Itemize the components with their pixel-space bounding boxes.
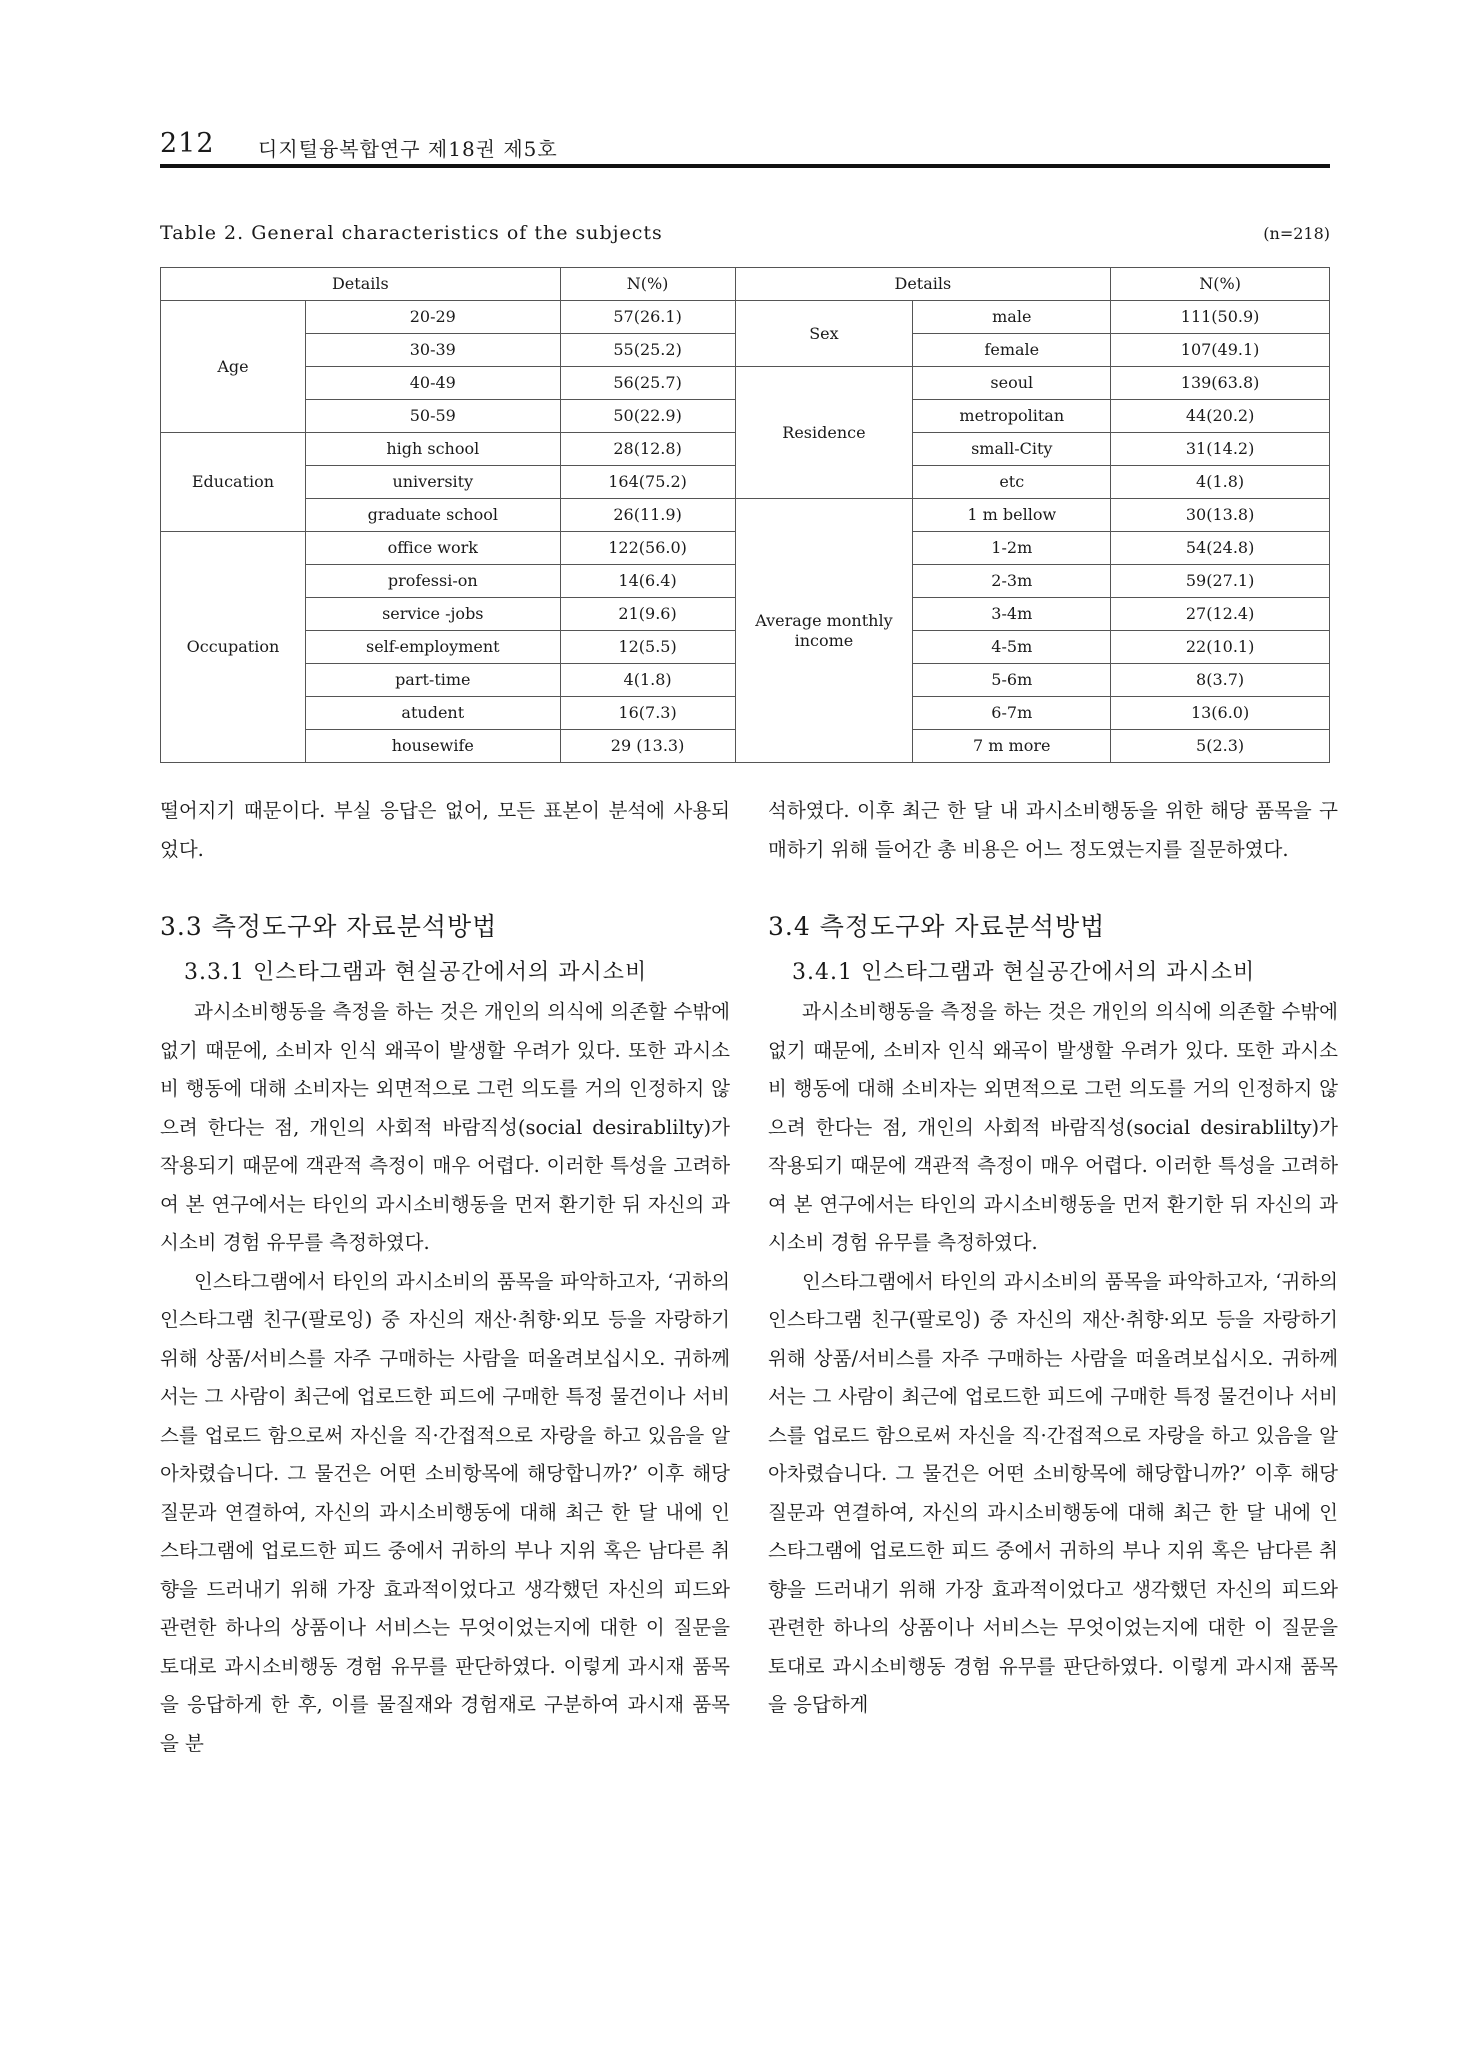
right-n: 13(6.0) (1111, 697, 1330, 730)
body-paragraph: 과시소비행동을 측정을 하는 것은 개인의 의식에 의존할 수밖에 없기 때문에, 소비자 인식 왜곡이 발생할 우려가 있다. 또한 과시소비 행동에 대해 소비자는 외면적으로 그런 의도를 거의 인정하지 않으려 한다는 점, 개인의 사회적 바람직성(social desirablilty)가 작용되기 때문에 객관적 측정이 매우 어렵다. 이러한 특성을 고려하여 본 연구에서는 타인의 과시소비행동을 먼저 환기한 뒤 자신의 과시소비 경험 유무를 측정하였다. (768, 1000, 1338, 1254)
right-item: 1 m bellow (913, 499, 1111, 532)
left-item: graduate school (305, 499, 560, 532)
page-number: 212 (160, 128, 215, 159)
left-item: professi-on (305, 565, 560, 598)
left-n: 26(11.9) (560, 499, 735, 532)
header-n: N(%) (560, 268, 735, 301)
right-n: 30(13.8) (1111, 499, 1330, 532)
right-item: 4-5m (913, 631, 1111, 664)
right-n: 111(50.9) (1111, 301, 1330, 334)
right-item: metropolitan (913, 400, 1111, 433)
left-item: self-employment (305, 631, 560, 664)
right-item: 1-2m (913, 532, 1111, 565)
header-n-2: N(%) (1111, 268, 1330, 301)
section-heading: 3.3 측정도구와 자료분석방법 (160, 912, 498, 941)
group-residence: Residence (735, 367, 913, 499)
left-n: 122(56.0) (560, 532, 735, 565)
left-item: office work (305, 532, 560, 565)
left-n: 16(7.3) (560, 697, 735, 730)
journal-title: 디지털융복합연구 제18권 제5호 (258, 137, 558, 161)
left-n: 12(5.5) (560, 631, 735, 664)
continued-paragraph: 석하였다. 이후 최근 한 달 내 과시소비행동을 위한 해당 품목을 구매하기 위해 들어간 총 비용은 어느 정도였는지를 질문하였다. (768, 799, 1338, 861)
left-n: 57(26.1) (560, 301, 735, 334)
left-column (160, 792, 730, 1763)
left-n: 28(12.8) (560, 433, 735, 466)
left-item: 40-49 (305, 367, 560, 400)
left-n: 14(6.4) (560, 565, 735, 598)
right-n: 44(20.2) (1111, 400, 1330, 433)
right-item: small-City (913, 433, 1111, 466)
left-n: 4(1.8) (560, 664, 735, 697)
right-n: 8(3.7) (1111, 664, 1330, 697)
right-n: 22(10.1) (1111, 631, 1330, 664)
group-education: Education (161, 433, 306, 532)
continued-paragraph: 떨어지기 때문이다. 부실 응답은 없어, 모든 표본이 분석에 사용되었다. (160, 799, 730, 861)
right-n: 4(1.8) (1111, 466, 1330, 499)
group-occupation: Occupation (161, 532, 306, 763)
right-item: 3-4m (913, 598, 1111, 631)
table-row (161, 499, 1330, 532)
right-item: seoul (913, 367, 1111, 400)
left-n: 50(22.9) (560, 400, 735, 433)
table-caption-row (160, 222, 1330, 248)
left-n: 164(75.2) (560, 466, 735, 499)
body-paragraph: 인스타그램에서 타인의 과시소비의 품목을 파악하고자, ‘귀하의 인스타그램 친구(팔로잉) 중 자신의 재산·취향·외모 등을 자랑하기 위해 상품/서비스를 자주 구매하는 사람을 떠올려보십시오. 귀하께서는 그 사람이 최근에 업로드한 피드에 구매한 특정 물건이나 서비스를 업로드 함으로써 자신을 직·간접적으로 자랑을 하고 있음을 알아차렸습니다. 그 물건은 어떤 소비항목에 해당합니까?’ 이후 해당 질문과 연결하여, 자신의 과시소비행동에 대해 최근 한 달 내에 인스타그램에 업로드한 피드 중에서 귀하의 부나 지위 혹은 남다른 취향을 드러내기 위해 가장 효과적이었다고 생각했던 자신의 피드와 관련한 하나의 상품이나 서비스는 무엇이었는지에 대한 이 질문을 토대로 과시소비행동 경험 유무를 판단하였다. 이렇게 과시재 품목을 응답하게 한 후, 이를 물질재와 경험재로 구분하여 과시재 품목을 분 (160, 1269, 730, 1755)
body-paragraph: 과시소비행동을 측정을 하는 것은 개인의 의식에 의존할 수밖에 없기 때문에, 소비자 인식 왜곡이 발생할 우려가 있다. 또한 과시소비 행동에 대해 소비자는 외면적으로 그런 의도를 거의 인정하지 않으려 한다는 점, 개인의 사회적 바람직성(social desirablilty)가 작용되기 때문에 객관적 측정이 매우 어렵다. 이러한 특성을 고려하여 본 연구에서는 타인의 과시소비행동을 먼저 환기한 뒤 자신의 과시소비 경험 유무를 측정하였다. (160, 1000, 730, 1254)
right-n: 5(2.3) (1111, 730, 1330, 763)
characteristics-table (160, 267, 1330, 763)
subsection-heading: 3.3.1 인스타그램과 현실공간에서의 과시소비 (184, 960, 648, 985)
header-details: Details (161, 268, 561, 301)
left-n: 55(25.2) (560, 334, 735, 367)
subsection-heading: 3.4.1 인스타그램과 현실공간에서의 과시소비 (792, 960, 1256, 985)
table-caption: Table 2. General characteristics of the subjects (160, 222, 663, 244)
table-row (161, 367, 1330, 400)
left-item: service -jobs (305, 598, 560, 631)
right-column (768, 792, 1338, 1725)
left-n: 29 (13.3) (560, 730, 735, 763)
right-item: 2-3m (913, 565, 1111, 598)
section-heading: 3.4 측정도구와 자료분석방법 (768, 912, 1106, 941)
left-n: 21(9.6) (560, 598, 735, 631)
left-item: part-time (305, 664, 560, 697)
left-item: 50-59 (305, 400, 560, 433)
right-item: 5-6m (913, 664, 1111, 697)
right-n: 139(63.8) (1111, 367, 1330, 400)
left-item: university (305, 466, 560, 499)
left-n: 56(25.7) (560, 367, 735, 400)
left-item: high school (305, 433, 560, 466)
table-row (161, 301, 1330, 334)
header-details-2: Details (735, 268, 1111, 301)
right-n: 59(27.1) (1111, 565, 1330, 598)
right-item: male (913, 301, 1111, 334)
right-item: 7 m more (913, 730, 1111, 763)
group-sex: Sex (735, 301, 913, 367)
left-item: 20-29 (305, 301, 560, 334)
group-age: Age (161, 301, 306, 433)
right-item: etc (913, 466, 1111, 499)
right-item: female (913, 334, 1111, 367)
right-n: 27(12.4) (1111, 598, 1330, 631)
right-item: 6-7m (913, 697, 1111, 730)
left-item: 30-39 (305, 334, 560, 367)
group-income: Average monthly income (735, 499, 913, 763)
right-n: 107(49.1) (1111, 334, 1330, 367)
right-n: 54(24.8) (1111, 532, 1330, 565)
left-item: atudent (305, 697, 560, 730)
left-item: housewife (305, 730, 560, 763)
table-header-row (161, 268, 1330, 301)
right-n: 31(14.2) (1111, 433, 1330, 466)
body-paragraph: 인스타그램에서 타인의 과시소비의 품목을 파악하고자, ‘귀하의 인스타그램 친구(팔로잉) 중 자신의 재산·취향·외모 등을 자랑하기 위해 상품/서비스를 자주 구매하는 사람을 떠올려보십시오. 귀하께서는 그 사람이 최근에 업로드한 피드에 구매한 특정 물건이나 서비스를 업로드 함으로써 자신을 직·간접적으로 자랑을 하고 있음을 알아차렸습니다. 그 물건은 어떤 소비항목에 해당합니까?’ 이후 해당 질문과 연결하여, 자신의 과시소비행동에 대해 최근 한 달 내에 인스타그램에 업로드한 피드 중에서 귀하의 부나 지위 혹은 남다른 취향을 드러내기 위해 가장 효과적이었다고 생각했던 자신의 피드와 관련한 하나의 상품이나 서비스는 무엇이었는지에 대한 이 질문을 토대로 과시소비행동 경험 유무를 판단하였다. 이렇게 과시재 품목을 응답하게 (768, 1269, 1338, 1716)
sample-size: (n=218) (1263, 224, 1330, 243)
running-header (160, 128, 1330, 168)
